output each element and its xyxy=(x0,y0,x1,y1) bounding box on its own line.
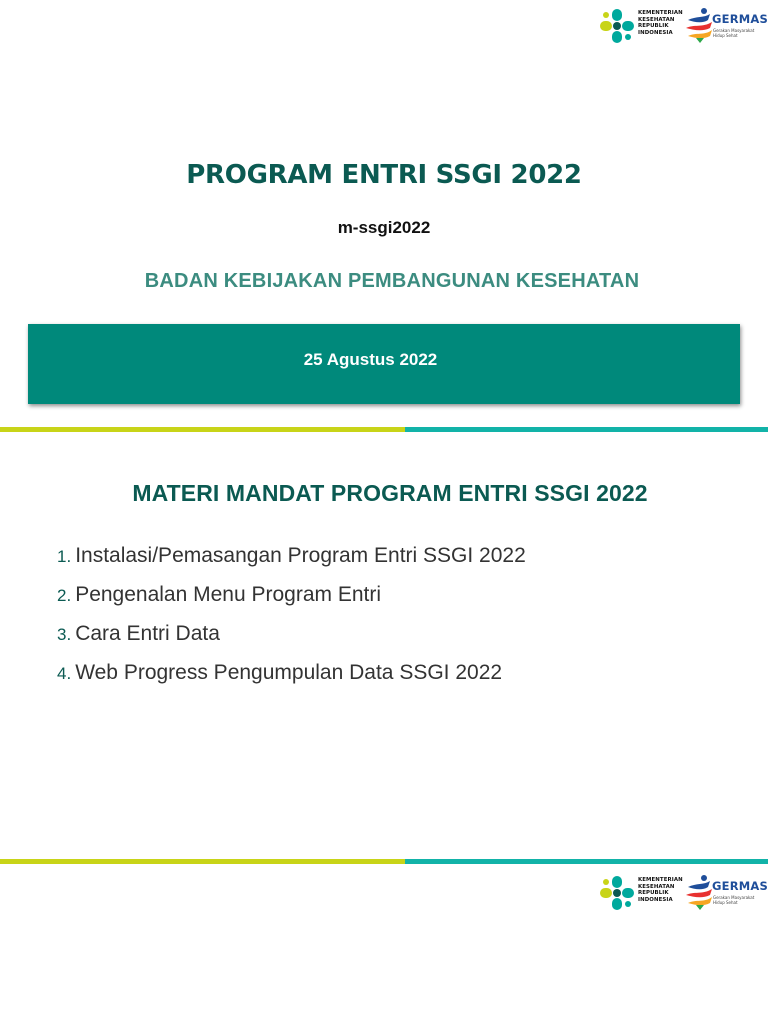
page-subtitle: m-ssgi2022 xyxy=(337,218,431,237)
divider-teal-segment xyxy=(405,859,768,864)
list-item xyxy=(57,544,526,583)
list-item-number: 3. xyxy=(57,625,72,644)
header-logos xyxy=(599,4,768,48)
agency-name: BADAN KEBIJAKAN PEMBANGUNAN KESEHATAN xyxy=(144,270,640,292)
page-title: PROGRAM ENTRI SSGI 2022 xyxy=(186,160,582,190)
date-banner xyxy=(28,324,740,404)
divider-teal-segment xyxy=(405,427,768,432)
list-item xyxy=(57,622,526,661)
list-item-number: 2. xyxy=(57,586,72,605)
germas-logo-word: GERMAS xyxy=(712,12,768,26)
list-item-number: 4. xyxy=(57,664,72,683)
kemenkes-logo-text: KEMENTERIAN KESEHATAN REPUBLIK INDONESIA xyxy=(638,10,683,36)
germas-icon xyxy=(684,6,714,44)
kemenkes-icon xyxy=(599,875,635,911)
germas-icon xyxy=(684,873,714,911)
list-item xyxy=(57,583,526,622)
divider-lime-segment xyxy=(0,859,405,864)
germas-logo-tagline: Gerakan Masyarakat Hidup Sehat xyxy=(713,895,755,905)
list-item xyxy=(57,661,526,700)
divider-lime-segment xyxy=(0,427,405,432)
top-divider xyxy=(0,427,768,432)
list-item-text: Pengenalan Menu Program Entri xyxy=(75,583,382,606)
date-text: 25 Agustus 2022 xyxy=(303,350,438,369)
list-item-text: Instalasi/Pemasangan Program Entri SSGI 2022 xyxy=(75,544,526,567)
kemenkes-icon xyxy=(599,8,635,44)
footer-logos xyxy=(599,871,768,915)
list-item-text: Web Progress Pengumpulan Data SSGI 2022 xyxy=(75,661,503,684)
materi-heading: MATERI MANDAT PROGRAM ENTRI SSGI 2022 xyxy=(132,480,648,506)
bottom-divider xyxy=(0,859,768,864)
germas-logo-tagline: Gerakan Masyarakat Hidup Sehat xyxy=(713,28,755,38)
germas-logo-word: GERMAS xyxy=(712,879,768,893)
list-item-number: 1. xyxy=(57,547,72,566)
kemenkes-logo-text: KEMENTERIAN KESEHATAN REPUBLIK INDONESIA xyxy=(638,877,683,903)
materi-list xyxy=(57,544,526,700)
list-item-text: Cara Entri Data xyxy=(75,622,220,645)
